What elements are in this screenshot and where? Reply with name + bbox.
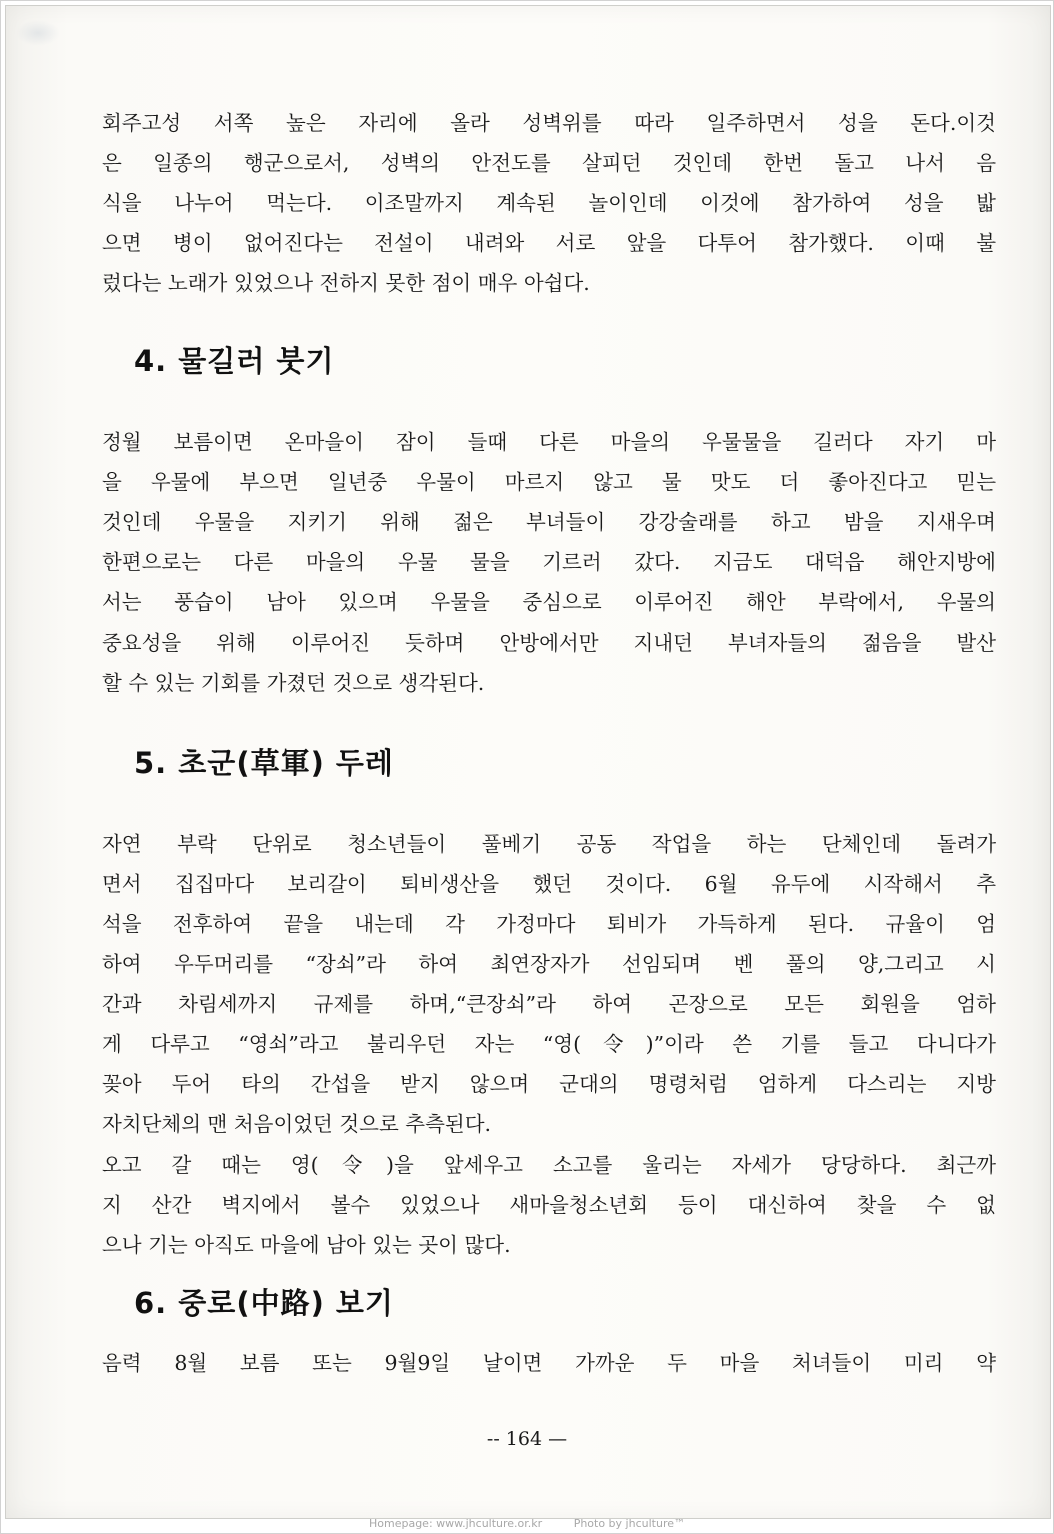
section-heading-5: 5. 초군(草軍) 두레 <box>134 746 394 780</box>
footer-photo-credit: Photo by jhculture™ <box>573 1517 685 1530</box>
body-line: 지 산간 벽지에서 볼수 있었으나 새마을청소년회 등이 대신하여 찾을 수 없 <box>102 1193 996 1217</box>
body-line: 중요성을 위해 이루어진 듯하며 안방에서만 지내던 부녀자들의 젊음을 발산 <box>102 631 996 655</box>
footer-credits <box>0 1516 1054 1532</box>
body-line: 꽂아 두어 타의 간섭을 받지 않으며 군대의 명령처럼 엄하게 다스리는 지방 <box>102 1072 996 1096</box>
body-line: 석을 전후하여 끝을 내는데 각 가정마다 퇴비가 가득하게 된다. 규율이 엄 <box>102 912 996 936</box>
body-line: 하여 우두머리를 “장쇠”라 하여 최연장자가 선임되며 벤 풀의 양,그리고 시 <box>102 952 996 976</box>
body-line: 으면 병이 없어진다는 전설이 내려와 서로 앞을 다투어 참가했다. 이때 불 <box>102 231 996 255</box>
section-heading-6: 6. 중로(中路) 보기 <box>134 1286 394 1320</box>
body-line-last: 렀다는 노래가 있었으나 전하지 못한 점이 매우 아쉽다. <box>102 271 590 295</box>
body-line: 서는 풍습이 남아 있으며 우물을 중심으로 이루어진 해안 부락에서, 우물의 <box>102 590 996 614</box>
body-line: 음력 8월 보름 또는 9월9일 날이면 가까운 두 마을 처녀들이 미리 약 <box>102 1351 996 1375</box>
section-heading-4: 4. 물길러 붓기 <box>134 344 335 378</box>
body-line: 것인데 우물을 지키기 위해 젊은 부녀들이 강강술래를 하고 밤을 지새우며 <box>102 510 996 534</box>
body-line: 회주고성 서쪽 높은 자리에 올라 성벽위를 따라 일주하면서 성을 돈다.이것 <box>102 111 996 135</box>
page-number: -- 164 — <box>486 1428 568 1450</box>
body-line-last: 할 수 있는 기회를 가졌던 것으로 생각된다. <box>102 671 485 695</box>
footer-homepage: Homepage: www.jhculture.or.kr <box>368 1517 543 1530</box>
scan-mark <box>16 20 60 46</box>
body-line: 게 다루고 “영쇠”라고 불리우던 자는 “영(令)”이라 쓴 기를 들고 다니다가 <box>102 1032 996 1056</box>
body-line: 면서 집집마다 보리갈이 퇴비생산을 했던 것이다. 6월 유두에 시작해서 추 <box>102 872 996 896</box>
body-line: 식을 나누어 먹는다. 이조말까지 계속된 놀이인데 이것에 참가하여 성을 밟 <box>102 191 996 215</box>
body-line: 간과 차림세까지 규제를 하며,“큰장쇠”라 하여 곤장으로 모든 회원을 엄하 <box>102 992 996 1016</box>
body-line: 오고 갈 때는 영(令)을 앞세우고 소고를 울리는 자세가 당당하다. 최근까 <box>102 1153 996 1177</box>
body-line-last: 자치단체의 맨 처음이었던 것으로 추측된다. <box>102 1112 492 1136</box>
body-line: 한편으로는 다른 마을의 우물 물을 기르러 갔다. 지금도 대덕읍 해안지방에 <box>102 550 996 574</box>
body-line-last: 으나 기는 아직도 마을에 남아 있는 곳이 많다. <box>102 1233 511 1257</box>
body-line: 정월 보름이면 온마을이 잠이 들때 다른 마을의 우물물을 길러다 자기 마 <box>102 430 996 454</box>
body-line: 은 일종의 행군으로서, 성벽의 안전도를 살피던 것인데 한번 돌고 나서 음 <box>102 151 996 175</box>
body-line: 을 우물에 부으면 일년중 우물이 마르지 않고 물 맛도 더 좋아진다고 믿는 <box>102 470 996 494</box>
body-line: 자연 부락 단위로 청소년들이 풀베기 공동 작업을 하는 단체인데 돌려가 <box>102 832 996 856</box>
